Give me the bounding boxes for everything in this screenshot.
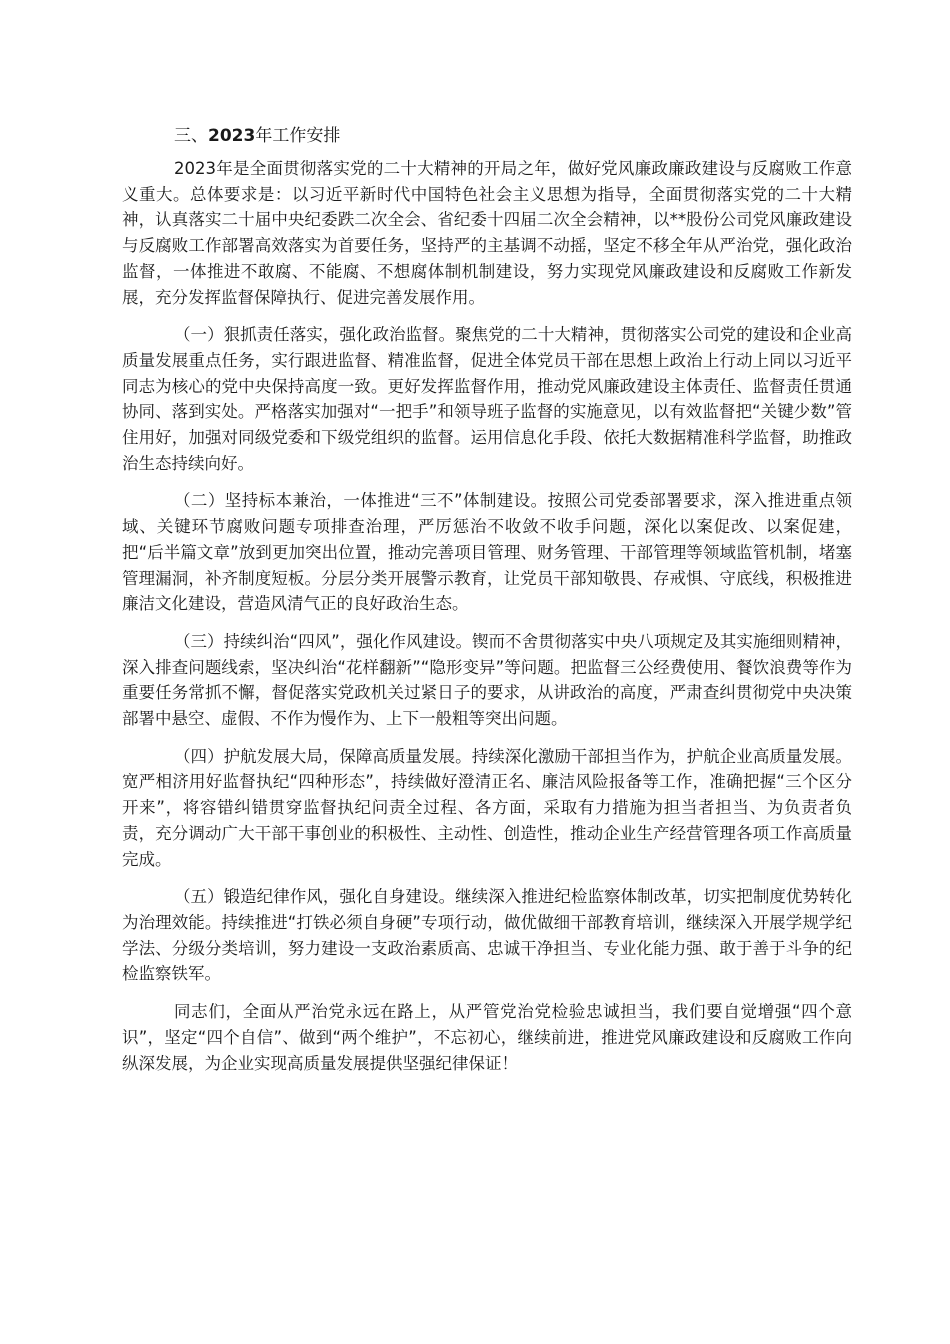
paragraph-lead: （一）狠抓责任落实，强化政治监督。 xyxy=(174,325,456,345)
paragraph-text: 同志们，全面从严治党永远在路上，从严管党治党检验忠诚担当，我们要自觉增强“四个意识”，坚定“四个自信”、做到“两个维护”，不忘初心，继续前进，推进党风廉政建设和反腐败工作向纵深发展，为企业实现高质量发展提供坚强纪律保证！ xyxy=(122,1002,852,1073)
paragraph-item-4 xyxy=(122,744,852,873)
paragraph-text: 锲而不舍贯彻落实中央八项规定及其实施细则精神，深入排查问题线索，坚决纠治“花样翻新”“隐形变异”等问题。把监督三公经费使用、餐饮浪费等作为重要任务常抓不懈，督促落实党政机关过紧日子的要求，从讲政治的高度，严肃查纠贯彻党中央决策部署中悬空、虚假、不作为慢作为、上下一般粗等突出问题。 xyxy=(122,631,852,729)
document-page xyxy=(122,122,852,1088)
paragraph-lead: （三）持续纠治“四风”，强化作风建设。 xyxy=(174,631,473,651)
paragraph-text: 继续深入推进纪检监察体制改革，切实把制度优势转化为治理效能。持续推进“打铁必须自身硬”专项行动，做优做细干部教育培训，继续深入开展学规学纪学法、分级分类培训，努力建设一支政治素质高、忠诚干净担当、专业化能力强、敢于善于斗争的纪检监察铁军。 xyxy=(122,887,853,984)
paragraph-item-3 xyxy=(122,629,852,732)
paragraph-closing xyxy=(122,999,852,1076)
paragraph-item-5 xyxy=(122,884,852,987)
paragraph-text: 2023年是全面贯彻落实党的二十大精神的开局之年，做好党风廉政廉政建设与反腐败工作意义重大。总体要求是：以习近平新时代中国特色社会主义思想为指导，全面贯彻落实党的二十大精神，认真落实二十届中央纪委跌二次全会、省纪委十四届二次全会精神，以**股份公司党风廉政建设与反腐败工作部署高效落实为首要任务，坚持严的主基调不动摇，坚定不移全年从严治党，强化政治监督，一体推进不敢腐、不能腐、不想腐体制机制建设，努力实现党风廉政建设和反腐败工作新发展，充分发挥监督保障执行、促进完善发展作用。 xyxy=(122,159,852,307)
paragraph-lead: （二）坚持标本兼治，一体推进“三不”体制建设。 xyxy=(174,491,548,511)
paragraph-lead: （四）护航发展大局，保障高质量发展。 xyxy=(174,746,472,766)
section-heading xyxy=(122,122,852,150)
heading-prefix: 三、 xyxy=(174,126,208,146)
paragraph-overview xyxy=(122,156,852,310)
paragraph-text: 按照公司党委部署要求，深入推进重点领域、关键环节腐败问题专项排查治理，严厉惩治不收敛不收手问题，深化以案促改、以案促建，把“后半篇文章”放到更加突出位置，推动完善项目管理、财务管理、干部管理等领域监管机制，堵塞管理漏洞，补齐制度短板。分层分类开展警示教育，让党员干部知敬畏、存戒惧、守底线，积极推进廉洁文化建设，营造风清气正的良好政治生态。 xyxy=(122,491,853,614)
paragraph-text: 持续深化激励干部担当作为，护航企业高质量发展。宽严相济用好监督执纪“四种形态”，持续做好澄清正名、廉洁风险报备等工作，准确把握“三个区分开来”，将容错纠错贯穿监督执纪问责全过程、各方面，采取有力措施为担当者担当、为负责者负责，充分调动广大干部干事创业的积极性、主动性、创造性，推动企业生产经营管理各项工作高质量完成。 xyxy=(122,746,853,869)
paragraph-text: 聚焦党的二十大精神，贯彻落实公司党的建设和企业高质量发展重点任务，实行跟进监督、精准监督，促进全体党员干部在思想上政治上行动上同以习近平同志为核心的党中央保持高度一致。更好发挥监督作用，推动党风廉政建设主体责任、监督责任贯通协同、落到实处。严格落实加强对“一把手”和领导班子监督的实施意见，以有效监督把“关键少数”管住用好，加强对同级党委和下级党组织的监督。运用信息化手段、依托大数据精准科学监督，助推政治生态持续向好。 xyxy=(122,325,853,473)
paragraph-item-2 xyxy=(122,488,852,617)
heading-suffix: 年工作安排 xyxy=(255,126,341,146)
paragraph-item-1 xyxy=(122,322,852,476)
heading-year: 2023 xyxy=(208,126,256,146)
paragraph-lead: （五）锻造纪律作风，强化自身建设。 xyxy=(174,887,456,907)
